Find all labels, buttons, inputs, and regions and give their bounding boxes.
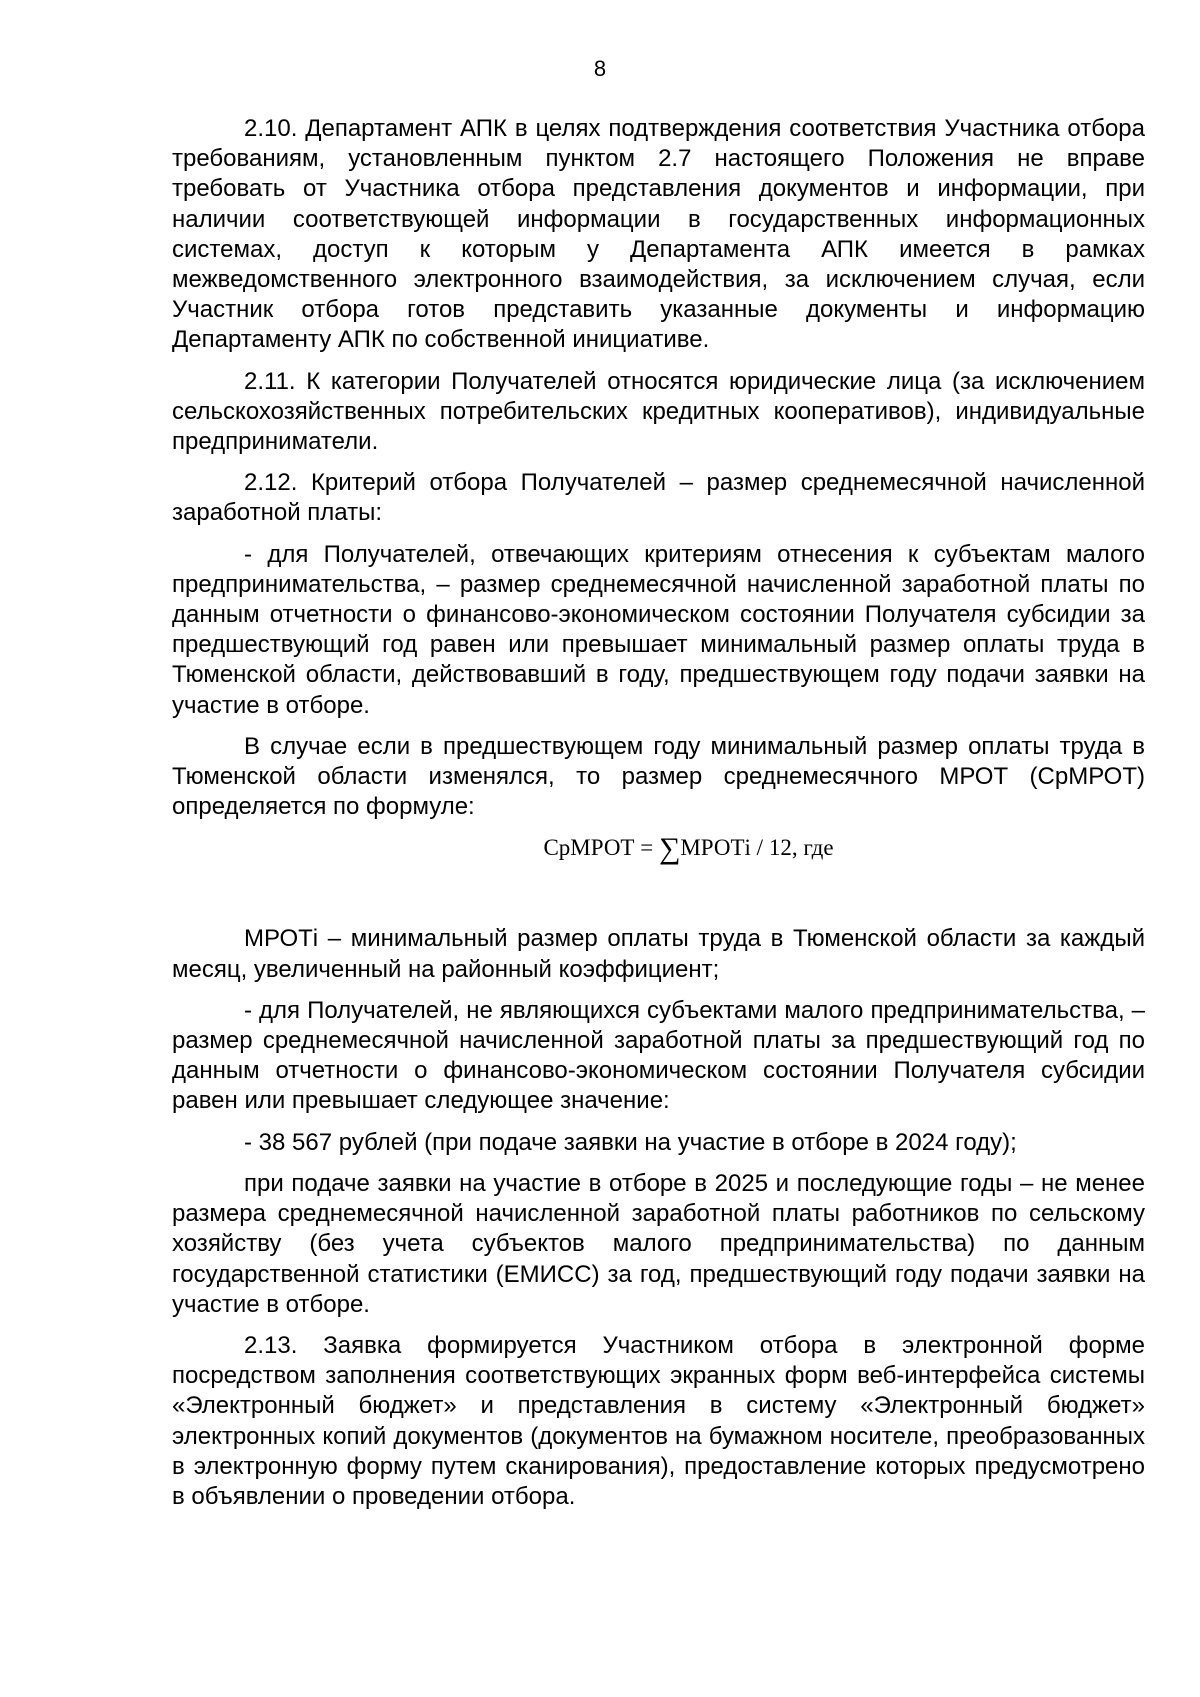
paragraph-small-business-criterion: - для Получателей, отвечающих критериям отнесения к субъектам малого предпринимательства, – размер среднемесячной начисленной заработной платы по данным отчетности о финансово-экономическом состоянии Получателя субсидии за предшествующий год равен или превышает минимальный размер оплаты труда в Тюменской области, действовавший в году, предшествующем году подачи заявки на участие в отборе. [172,540,1145,719]
paragraph-2-11: 2.11. К категории Получателей относятся юридические лица (за исключением сельскохозяйственных потребительских кредитных кооперативов), индивидуальные предприниматели. [172,367,1145,456]
formula-lhs: СрМРОТ [543,835,635,861]
paragraph-2025-value: при подаче заявки на участие в отборе в 2025 и последующие годы – не менее размера среднемесячной начисленной заработной платы работников по сельскому хозяйству (без учета субъектов малого предпринимательства) по данным государственной статистики (ЕМИСС) за год, предшествующий году подачи заявки на участие в отборе. [172,1169,1145,1318]
formula-rhs: МРОТi / 12, [680,835,798,861]
formula-sigma: ∑ [658,832,681,866]
paragraph-mrot-change: В случае если в предшествующем году минимальный размер оплаты труда в Тюменской области изменялся, то размер среднемесячного МРОТ (СрМРОТ) определяется по формуле: [172,732,1145,821]
paragraph-2-10: 2.10. Департамент АПК в целях подтверждения соответствия Участника отбора требованиям, установленным пунктом 2.7 настоящего Положения не вправе требовать от Участника отбора представления документов и информации, при наличии соответствующей информации в государственных информационных системах, доступ к которым у Департамента АПК имеется в рамках межведомственного электронного взаимодействия, за исключением случая, если Участник отбора готов представить указанные документы и информацию Департаменту АПК по собственной инициативе. [172,115,1145,354]
paragraph-mroti-definition: МРОТi – минимальный размер оплаты труда в Тюменской области за каждый месяц, увеличенный на районный коэффициент; [172,925,1145,983]
mrot-formula [172,833,1145,864]
paragraph-2-13: 2.13. Заявка формируется Участником отбора в электронной форме посредством заполнения соответствующих экранных форм веб-интерфейса системы «Электронный бюджет» и представления в систему «Электронный бюджет» электронных копий документов (документов на бумажном носителе, преобразованных в электронную форму путем сканирования), предоставление которых предусмотрено в объявлении о проведении отбора. [172,1331,1145,1510]
paragraph-2024-value: - 38 567 рублей (при подаче заявки на участие в отборе в 2024 году); [244,1128,1017,1156]
paragraph-2-12: 2.12. Критерий отбора Получателей – размер среднемесячной начисленной заработной платы: [172,469,1145,527]
paragraph-not-small-business-criterion: - для Получателей, не являющихся субъектами малого предпринимательства, – размер среднемесячной начисленной заработной платы за предшествующий год по данным отчетности о финансово-экономическом состоянии Получателя субсидии равен или превышает следующее значение: [172,996,1145,1115]
page-number: 8 [593,56,607,81]
formula-suffix: где [803,835,834,861]
formula-equals: = [640,835,654,861]
document-body [172,114,1145,1523]
